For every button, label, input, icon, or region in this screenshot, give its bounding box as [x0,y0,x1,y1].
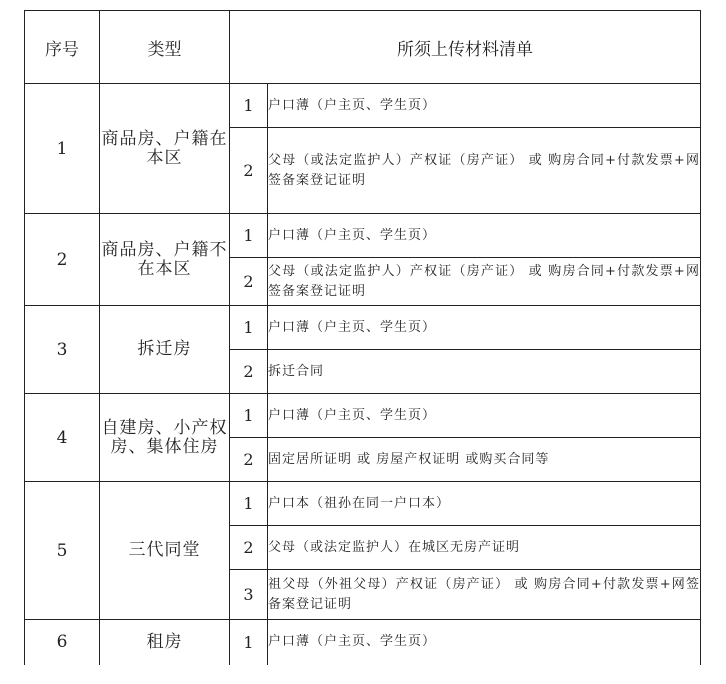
item-num: 2 [230,258,268,306]
item-num: 1 [230,482,268,526]
row-type: 三代同堂 [100,482,230,620]
item-num: 1 [230,306,268,350]
item-num: 2 [230,526,268,570]
item-text: 户口本（祖孙在同一户口本） [268,482,701,526]
row-type: 拆迁房 [100,306,230,394]
item-text: 户口薄（户主页、学生页） [268,84,701,128]
item-text: 父母（或法定监护人）在城区无房产证明 [268,526,701,570]
header-row [25,11,701,84]
item-text: 户口薄（户主页、学生页） [268,306,701,350]
table-row [25,482,701,526]
row-seq: 4 [25,394,100,482]
table-row [25,620,701,665]
table-row [25,84,701,128]
row-seq: 3 [25,306,100,394]
materials-table [24,10,701,665]
item-num: 1 [230,84,268,128]
item-num: 1 [230,214,268,258]
item-num: 2 [230,128,268,214]
row-seq: 2 [25,214,100,306]
item-num: 2 [230,438,268,482]
item-text: 祖父母（外祖父母）产权证（房产证） 或 购房合同+付款发票+网签备案登记证明 [268,570,701,620]
item-text: 父母（或法定监护人）产权证（房产证） 或 购房合同+付款发票+网签备案登记证明 [268,258,701,306]
row-seq: 5 [25,482,100,620]
item-text: 固定居所证明 或 房屋产权证明 或购买合同等 [268,438,701,482]
row-seq: 6 [25,620,100,665]
item-text: 户口薄（户主页、学生页） [268,214,701,258]
item-num: 3 [230,570,268,620]
item-text: 父母（或法定监护人）产权证（房产证） 或 购房合同+付款发票+网签备案登记证明 [268,128,701,214]
table-row [25,306,701,350]
table-row [25,394,701,438]
item-num: 1 [230,620,268,665]
item-num: 2 [230,350,268,394]
item-num: 1 [230,394,268,438]
header-seq: 序号 [25,11,100,84]
header-materials: 所须上传材料清单 [230,11,701,84]
row-type: 商品房、户籍不在本区 [100,214,230,306]
row-type: 租房 [100,620,230,665]
row-seq: 1 [25,84,100,214]
table-row [25,214,701,258]
item-text: 拆迁合同 [268,350,701,394]
table-header [25,11,701,84]
header-type: 类型 [100,11,230,84]
item-text: 户口薄（户主页、学生页） [268,620,701,665]
row-type: 自建房、小产权房、集体住房 [100,394,230,482]
row-type: 商品房、户籍在本区 [100,84,230,214]
table-body [25,84,701,665]
item-text: 户口薄（户主页、学生页） [268,394,701,438]
